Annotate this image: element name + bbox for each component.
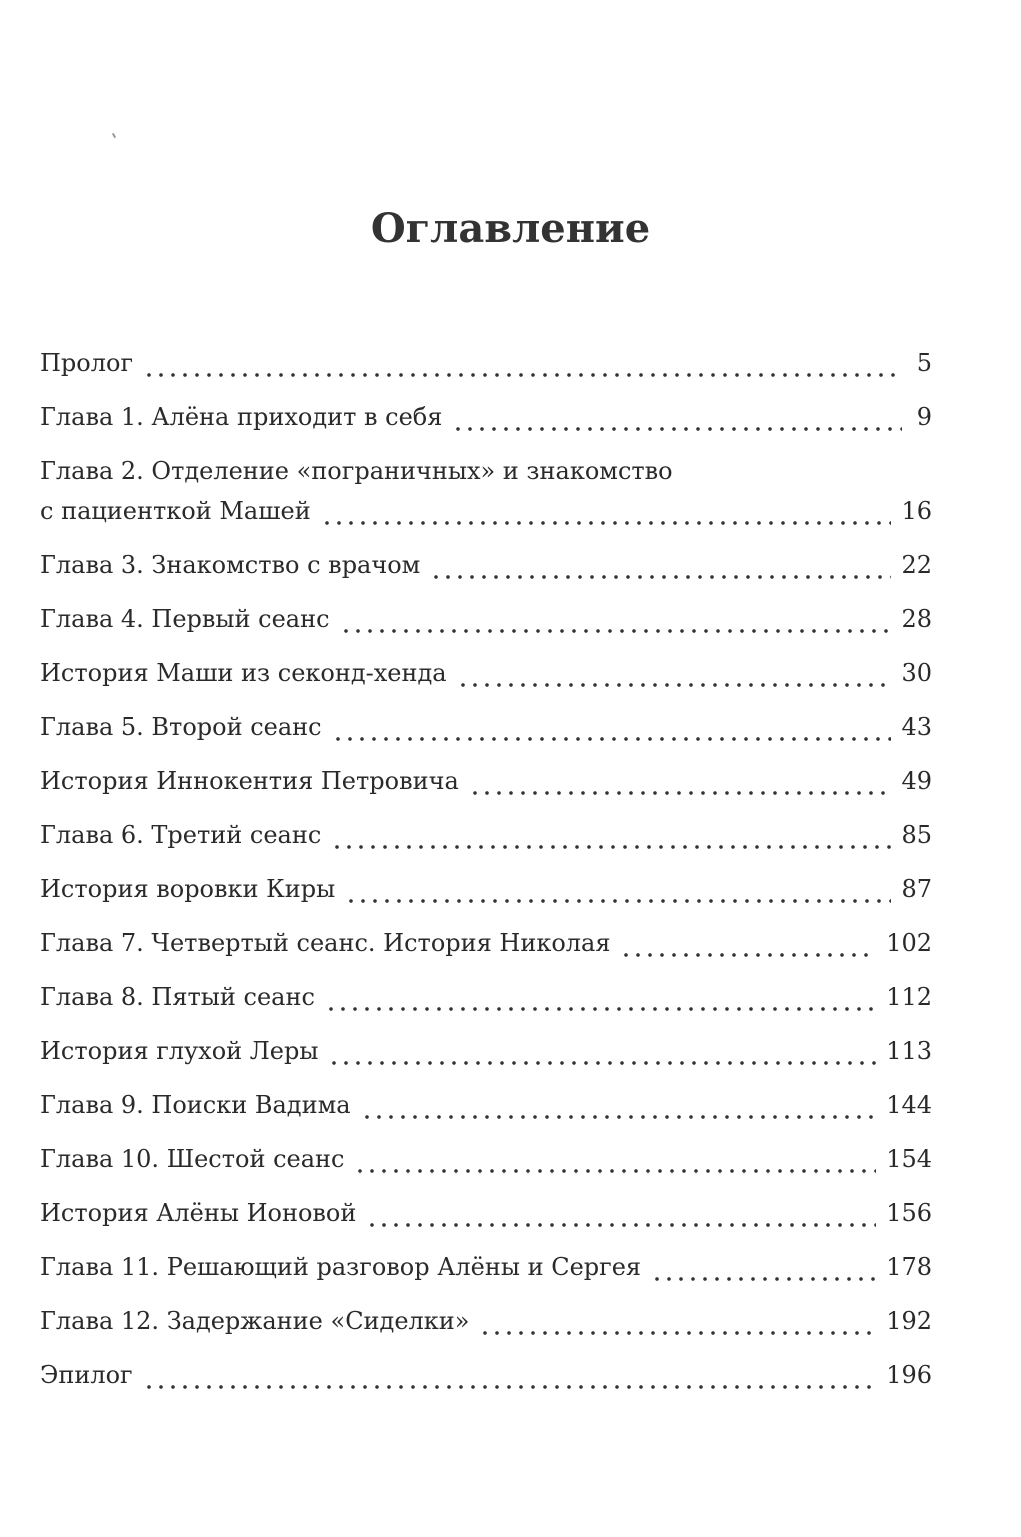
toc-entry-page: 192 — [886, 1307, 932, 1335]
toc-entry-page: 112 — [886, 983, 932, 1011]
toc-entry-title: История Иннокентия Петровича — [40, 767, 459, 795]
dot-leader — [457, 653, 892, 693]
toc-entry[interactable] — [40, 1355, 932, 1395]
dot-leader — [479, 1301, 876, 1341]
toc-entry[interactable] — [40, 1247, 932, 1287]
toc-entry[interactable] — [40, 1301, 932, 1341]
dot-leader — [430, 545, 891, 585]
toc-entry-page: 43 — [901, 713, 932, 741]
toc-entry-page: 85 — [901, 821, 932, 849]
toc-entry-title: История глухой Леры — [40, 1037, 319, 1065]
dot-leader — [469, 761, 892, 801]
dot-leader — [651, 1247, 876, 1287]
toc-entry-title: Глава 4. Первый сеанс — [40, 605, 330, 633]
toc-entry-title: Глава 3. Знакомство с врачом — [40, 551, 421, 579]
toc-entry-page: 30 — [901, 659, 932, 687]
toc-entry[interactable] — [40, 545, 932, 585]
toc-entry-title: Глава 5. Второй сеанс — [40, 713, 322, 741]
toc-entry-page: 28 — [901, 605, 932, 633]
toc-entry-page: 49 — [901, 767, 932, 795]
toc-entry[interactable] — [40, 1139, 932, 1179]
toc-entry[interactable] — [40, 761, 932, 801]
toc-entry[interactable] — [40, 923, 932, 963]
dot-leader — [143, 1355, 877, 1395]
toc-entry[interactable] — [40, 397, 932, 437]
toc-entry[interactable] — [40, 815, 932, 855]
toc-entry-page: 144 — [886, 1091, 932, 1119]
toc-entry-title: Глава 1. Алёна приходит в себя — [40, 403, 443, 431]
dot-leader — [620, 923, 876, 963]
dot-leader — [332, 707, 892, 747]
toc-entry[interactable] — [40, 707, 932, 747]
toc-entry-title: Глава 11. Решающий разговор Алёны и Сергея — [40, 1253, 642, 1281]
toc-entry[interactable] — [40, 451, 932, 531]
dot-leader — [321, 491, 892, 531]
toc-entry-title: Глава 10. Шестой сеанс — [40, 1145, 345, 1173]
dot-leader — [143, 343, 902, 383]
toc-entry-page: 102 — [886, 929, 932, 957]
dot-leader — [340, 599, 892, 639]
toc-entry-page: 87 — [901, 875, 932, 903]
toc-entry-title: Глава 9. Поиски Вадима — [40, 1091, 351, 1119]
toc-entry-title: Глава 7. Четвертый сеанс. История Николая — [40, 929, 611, 957]
dot-leader — [354, 1139, 876, 1179]
dot-leader — [345, 869, 891, 909]
toc-entry-page: 22 — [901, 551, 932, 579]
toc-entry[interactable] — [40, 1193, 932, 1233]
toc-entry-page: 9 — [916, 403, 932, 431]
page-title: Оглавление — [370, 205, 651, 252]
toc-entry[interactable] — [40, 977, 932, 1017]
toc-entry-title: Глава 8. Пятый сеанс — [40, 983, 315, 1011]
dot-leader — [328, 1031, 876, 1071]
toc-entry-page: 5 — [916, 349, 932, 377]
toc-entry-title: Глава 2. Отделение «пограничных» и знакомство — [40, 457, 673, 485]
toc-entry-page: 154 — [886, 1145, 932, 1173]
toc-entry[interactable] — [40, 599, 932, 639]
toc-entry[interactable] — [40, 1085, 932, 1125]
dot-leader — [361, 1085, 877, 1125]
dot-leader — [366, 1193, 876, 1233]
toc-entry-title: История воровки Киры — [40, 875, 336, 903]
toc-entry-page: 156 — [886, 1199, 932, 1227]
dot-leader — [325, 977, 876, 1017]
toc-entry[interactable] — [40, 653, 932, 693]
scan-speck — [112, 133, 116, 138]
toc-entry-title: Глава 12. Задержание «Сиделки» — [40, 1307, 470, 1335]
toc-entry[interactable] — [40, 869, 932, 909]
toc-entry[interactable] — [40, 343, 932, 383]
toc-entry-page: 16 — [901, 497, 932, 525]
dot-leader — [331, 815, 891, 855]
toc-entry-title: Эпилог — [40, 1361, 133, 1389]
toc-entry-page: 196 — [886, 1361, 932, 1389]
toc-entry-title: История Алёны Ионовой — [40, 1199, 357, 1227]
toc-entry-page: 178 — [886, 1253, 932, 1281]
toc-entry[interactable] — [40, 1031, 932, 1071]
table-of-contents — [40, 343, 932, 1409]
toc-entry-title: Глава 6. Третий сеанс — [40, 821, 322, 849]
toc-entry-page: 113 — [886, 1037, 932, 1065]
toc-entry-title: История Маши из секонд-хенда — [40, 659, 447, 687]
dot-leader — [452, 397, 902, 437]
toc-entry-title: Пролог — [40, 349, 134, 377]
toc-entry-title-continued: с пациенткой Машей — [40, 497, 311, 525]
